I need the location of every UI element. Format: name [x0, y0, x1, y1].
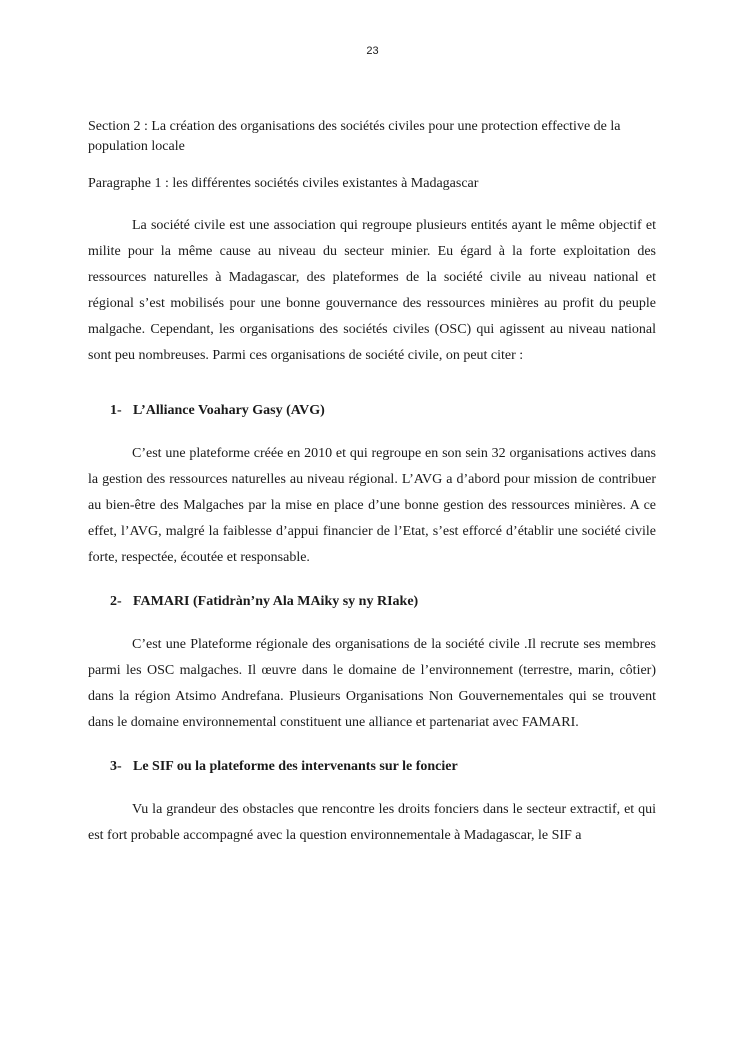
paragraph-title: Paragraphe 1 : les différentes sociétés civiles existantes à Madagascar [88, 176, 479, 191]
heading-sif [88, 757, 656, 777]
heading-title: FAMARI (Fatidràn’ny Ala MAiky sy ny RIake) [133, 594, 419, 609]
heading-famari [88, 592, 656, 612]
heading-avg [88, 401, 656, 421]
document-body [88, 117, 656, 849]
heading-number: 2- [110, 594, 122, 609]
famari-paragraph: C’est une Plateforme régionale des organisations de la société civile .Il recrute ses membres parmi les OSC malgaches. Il œuvre dans le domaine de l’environnement (terrestre, marin, côtier) dans la région Atsimo Andrefana. Plusieurs Organisations Non Gouvernementales qui se trouvent dans le domaine environnemental constituent une alliance et partenariat avec FAMARI. [88, 637, 656, 730]
avg-paragraph: C’est une plateforme créée en 2010 et qui regroupe en son sein 32 organisations actives dans la gestion des ressources naturelles au niveau régional. L’AVG a d’abord pour mission de contribuer au bien-être des Malgaches par la mise en place d’une bonne gestion des ressources minières. A ce effet, l’AVG, malgré la faiblesse d’appui financier de l’Etat, s’est efforcé d’établir une société civile forte, respectée, écoutée et responsable. [88, 446, 656, 565]
section-title: Section 2 : La création des organisations des sociétés civiles pour une protection effective de la population locale [88, 119, 621, 154]
heading-title: L’Alliance Voahary Gasy (AVG) [133, 403, 325, 418]
heading-number: 3- [110, 759, 122, 774]
heading-number: 1- [110, 403, 122, 418]
sif-paragraph: Vu la grandeur des obstacles que rencontre les droits fonciers dans le secteur extractif, et qui est fort probable accompagné avec la question environnementale à Madagascar, le SIF a [88, 802, 656, 843]
page-number: 23 [366, 45, 379, 57]
heading-title: Le SIF ou la plateforme des intervenants sur le foncier [133, 759, 458, 774]
intro-paragraph: La société civile est une association qui regroupe plusieurs entités ayant le même objectif et milite pour la même cause au niveau du secteur minier. Eu égard à la forte exploitation des ressources naturelles à Madagascar, des plateformes de la société civile au niveau national et régional s’est mobilisés pour une bonne gouvernance des ressources minières au profit du peuple malgache. Cependant, les organisations des sociétés civiles (OSC) qui agissent au niveau national sont peu nombreuses. Parmi ces organisations de société civile, on peut citer : [88, 218, 656, 363]
